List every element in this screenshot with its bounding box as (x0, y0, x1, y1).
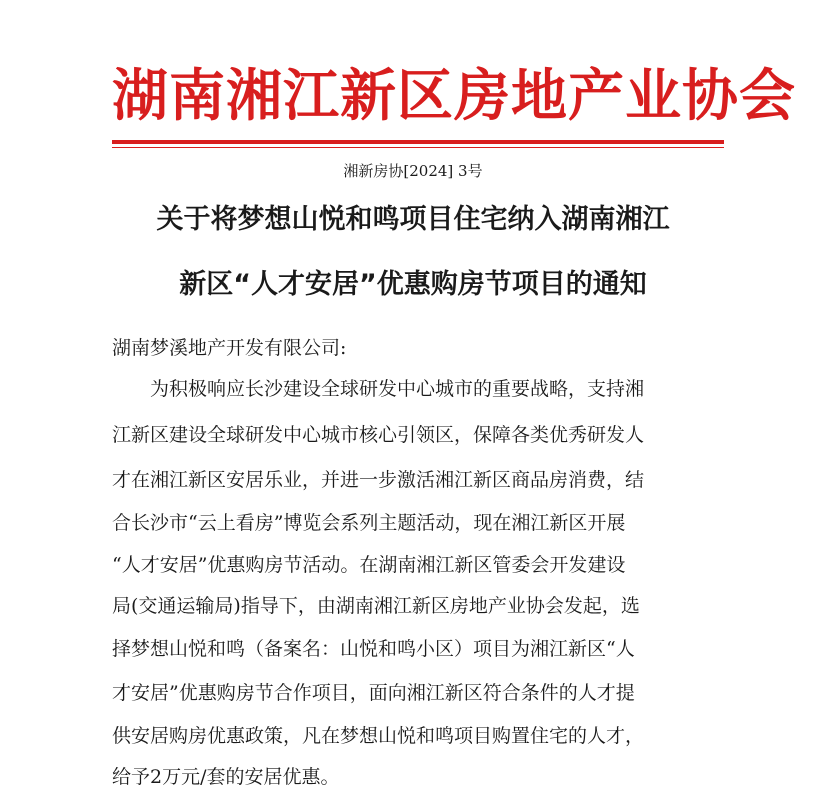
body-line: 才安居”优惠购房节合作项目，面向湘江新区符合条件的人才提 (112, 682, 635, 704)
body-line: 江新区建设全球研发中心城市核心引领区，保障各类优秀研发人 (112, 424, 645, 446)
document-number: 湘新房协[2024] 3号 (343, 162, 483, 180)
notice-title-line-2: 新区“人才安居”优惠购房节项目的通知 (179, 269, 647, 300)
body-line: 为积极响应长沙建设全球研发中心城市的重要战略，支持湘 (150, 378, 645, 400)
letterhead-rule-thin (112, 147, 724, 148)
letterhead-rule-thick (112, 140, 724, 144)
body-line: “人才安居”优惠购房节活动。在湖南湘江新区管委会开发建设 (112, 554, 626, 576)
body-line: 才在湘江新区安居乐业，并进一步激活湘江新区商品房消费，结 (112, 469, 645, 491)
body-line: 给予2万元/套的安居优惠。 (112, 766, 340, 788)
body-line: 供安居购房优惠政策，凡在梦想山悦和鸣项目购置住宅的人才， (112, 725, 645, 747)
body-line: 合长沙市“云上看房”博览会系列主题活动，现在湘江新区开展 (112, 512, 626, 534)
body-line: 择梦想山悦和鸣（备案名：山悦和鸣小区）项目为湘江新区“人 (112, 638, 635, 660)
notice-title-line-1: 关于将梦想山悦和鸣项目住宅纳入湖南湘江 (156, 204, 670, 235)
letterhead-title: 湖南湘江新区房地产业协会 (112, 64, 796, 129)
body-line: 局(交通运输局)指导下，由湖南湘江新区房地产业协会发起，选 (112, 595, 640, 617)
salutation: 湖南梦溪地产开发有限公司: (112, 337, 347, 359)
